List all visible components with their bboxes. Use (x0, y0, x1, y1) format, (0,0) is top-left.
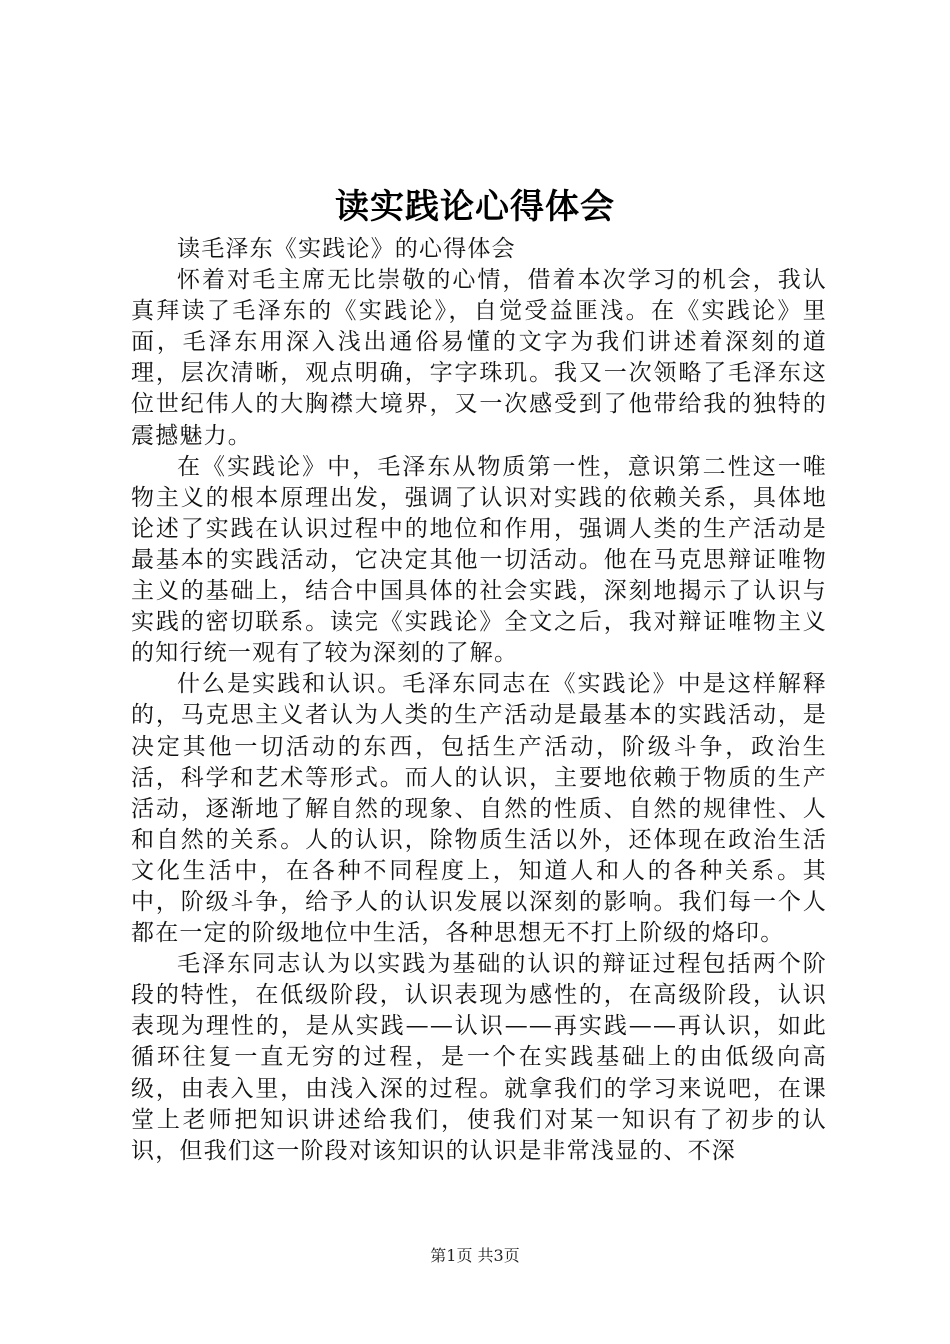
document-title: 读实践论心得体会 (335, 187, 615, 227)
document-subtitle: 读毛泽东《实践论》的心得体会 (177, 236, 516, 262)
paragraph-4: 毛泽东同志认为以实践为基础的认识的辩证过程包括两个阶段的特性，在低级阶段，认识表现为感性的，在高级阶段，认识表现为理性的，是从实践——认识——再实践——再认识，如此循环往复一直无穷的过程，是一个在实践基础上的由低级向高级，由表入里，由浅入深的过程。就拿我们的学习来说吧，在课堂上老师把知识讲述给我们，使我们对某一知识有了初步的认识，但我们这一阶段对该知识的认识是非常浅显的、不深 (131, 951, 827, 1164)
paragraph-2: 在《实践论》中，毛泽东从物质第一性，意识第二性这一唯物主义的根本原理出发，强调了认识对实践的依赖关系，具体地论述了实践在认识过程中的地位和作用，强调人类的生产活动是最基本的实践活动，它决定其他一切活动。他在马克思辩证唯物主义的基础上，结合中国具体的社会实践，深刻地揭示了认识与实践的密切联系。读完《实践论》全文之后，我对辩证唯物主义的知行统一观有了较为深刻的了解。 (131, 453, 827, 667)
paragraph-1: 怀着对毛主席无比崇敬的心情，借着本次学习的机会，我认真拜读了毛泽东的《实践论》，自觉受益匪浅。在《实践论》里面，毛泽东用深入浅出通俗易懂的文字为我们讲述着深刻的道理，层次清晰，观点明确，字字珠玑。我又一次领略了毛泽东这位世纪伟人的大胸襟大境界，又一次感受到了他带给我的独特的震撼魅力。 (131, 267, 827, 449)
page-number-footer: 第1页 共3页 (430, 1246, 520, 1265)
paragraph-3: 什么是实践和认识。毛泽东同志在《实践论》中是这样解释的，马克思主义者认为人类的生产活动是最基本的实践活动，是决定其他一切活动的东西，包括生产活动，阶级斗争，政治生活，科学和艺术等形式。而人的认识，主要地依赖于物质的生产活动，逐渐地了解自然的现象、自然的性质、自然的规律性、人和自然的关系。人的认识，除物质生活以外，还体现在政治生活文化生活中，在各种不同程度上，知道人和人的各种关系。其中，阶级斗争，给予人的认识发展以深刻的影响。我们每一个人都在一定的阶级地位中生活，各种思想无不打上阶级的烙印。 (131, 671, 827, 947)
document-body (131, 234, 827, 1167)
